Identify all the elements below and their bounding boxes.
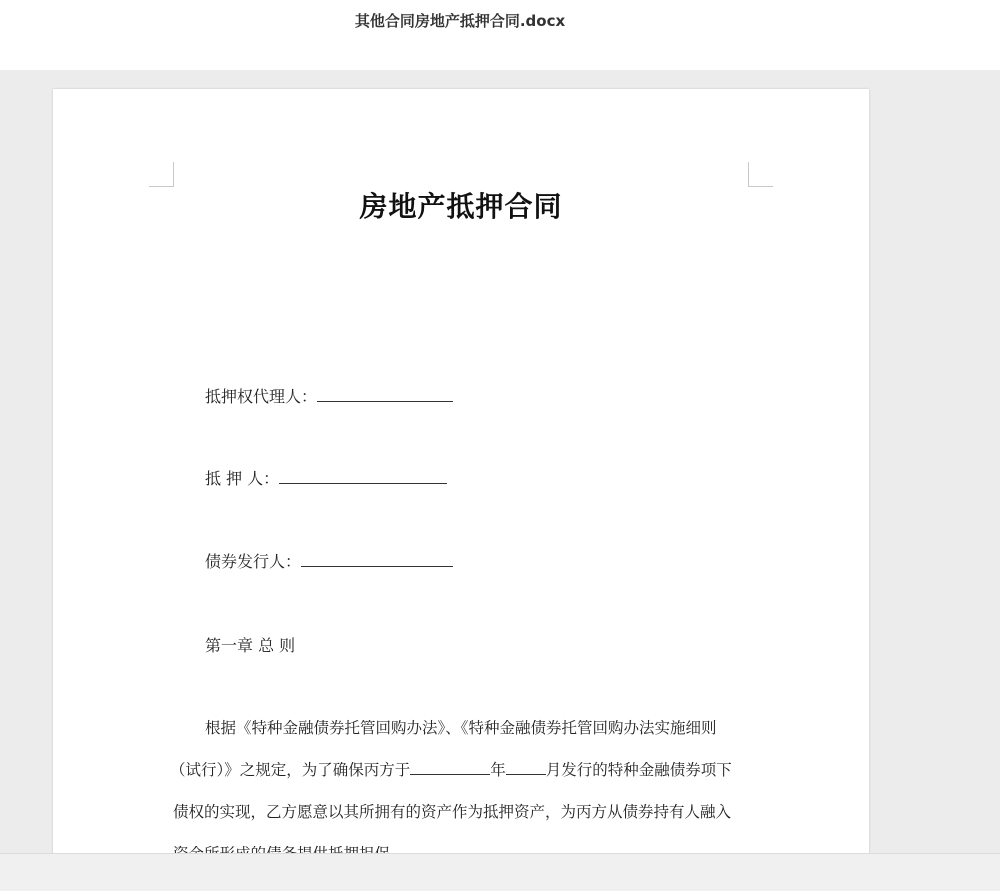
document-page: [53, 89, 869, 889]
field-label: 债券发行人：: [205, 552, 302, 571]
margin-corner-mark-left: [149, 162, 174, 187]
chapter-heading: 第一章 总 则: [205, 636, 296, 655]
title-bar: [0, 0, 1000, 70]
paragraph-line: 债权的实现，乙方愿意以其所拥有的资产作为抵押资产，为丙方从债券持有人融入: [173, 803, 732, 821]
mortgagee-agent-field: [205, 386, 453, 408]
fill-in-blank: [317, 387, 453, 402]
bottom-toolbar: [0, 853, 1000, 891]
fill-in-blank: [410, 760, 490, 775]
field-label: 抵 押 人：: [205, 469, 280, 488]
fill-in-blank: [506, 760, 546, 775]
document-viewer[interactable]: [0, 70, 1000, 853]
mortgagor-field: [205, 468, 447, 490]
fill-in-blank: [279, 469, 447, 484]
paragraph-line: [170, 759, 732, 781]
margin-corner-mark-right: [748, 162, 773, 187]
bond-issuer-field: [205, 551, 453, 573]
paragraph-text: 年: [490, 761, 506, 779]
document-title: 房地产抵押合同: [359, 190, 563, 223]
paragraph-text: （试行）》之规定，为了确保丙方于: [170, 761, 411, 779]
paragraph-text: 月发行的特种金融债券项下: [545, 761, 732, 779]
document-filename: 其他合同房地产抵押合同.docx: [354, 12, 566, 30]
paragraph-line: 根据《特种金融债券托管回购办法》、《特种金融债券托管回购办法实施细则: [205, 719, 717, 737]
fill-in-blank: [301, 552, 453, 567]
field-label: 抵押权代理人：: [205, 387, 318, 406]
